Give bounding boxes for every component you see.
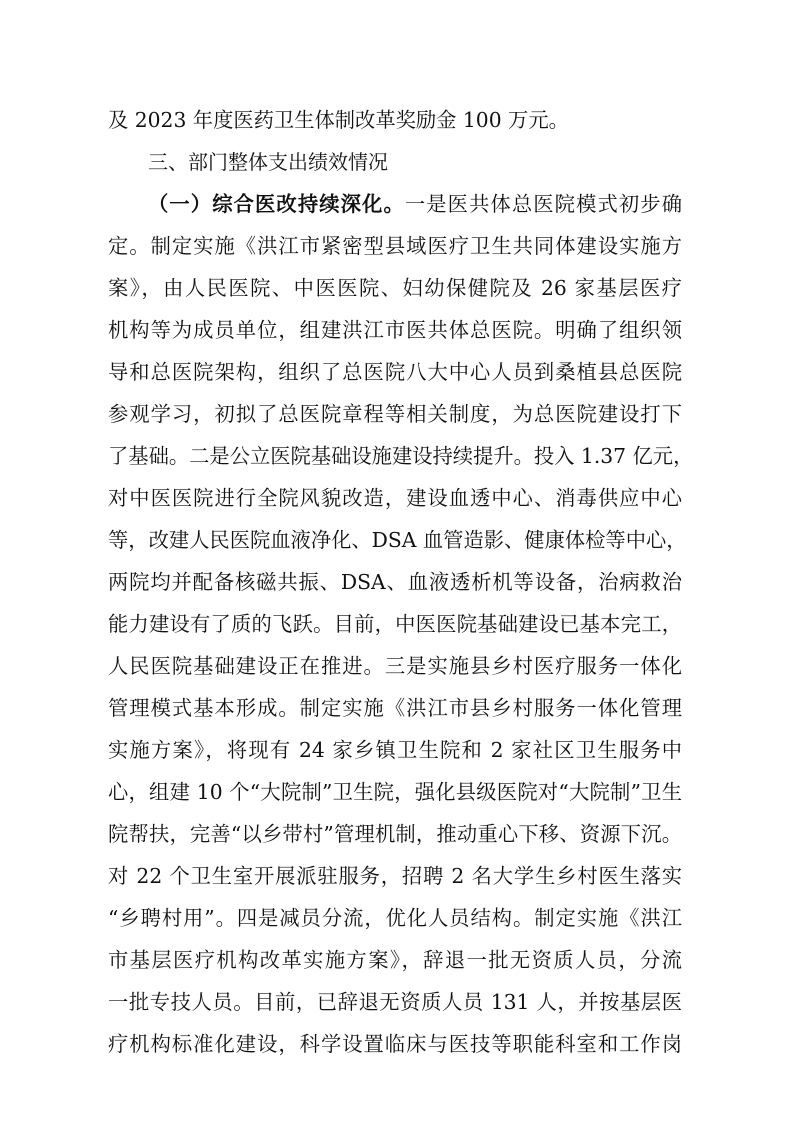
paragraph-line: 等，改建人民医院血液净化、DSA 血管造影、健康体检等中心， bbox=[108, 528, 687, 552]
section-heading: 三、部门整体支出绩效情况 bbox=[148, 150, 388, 174]
paragraph-line: 能力建设有了质的飞跃。目前，中医医院基础建设已基本完工， bbox=[108, 612, 682, 636]
paragraph-line: 了基础。二是公立医院基础设施建设持续提升。投入 1.37 亿元， bbox=[108, 444, 694, 468]
paragraph-text: 一是医共体总医院模式初步确 bbox=[404, 192, 682, 216]
subsection-heading: （一）综合医改持续深化。 bbox=[148, 192, 405, 216]
paragraph-line: 机构等为成员单位，组建洪江市医共体总医院。明确了组织领 bbox=[108, 318, 682, 342]
paragraph-line: 一批专技人员。目前，已辞退无资质人员 131 人，并按基层医 bbox=[108, 990, 682, 1014]
paragraph-line: 对 22 个卫生室开展派驻服务，招聘 2 名大学生乡村医生落实 bbox=[108, 864, 682, 888]
paragraph-line: “乡聘村用”。四是减员分流，优化人员结构。制定实施《洪江 bbox=[108, 906, 682, 930]
paragraph-line bbox=[148, 183, 682, 225]
paragraph-line: 实施方案》，将现有 24 家乡镇卫生院和 2 家社区卫生服务中 bbox=[108, 738, 682, 762]
paragraph-line: 管理模式基本形成。制定实施《洪江市县乡村服务一体化管理 bbox=[108, 696, 682, 720]
paragraph-line: 导和总医院架构，组织了总医院八大中心人员到桑植县总医院 bbox=[108, 360, 682, 384]
paragraph-line: 人民医院基础建设正在推进。三是实施县乡村医疗服务一体化 bbox=[108, 654, 682, 678]
paragraph-line: 案》，由人民医院、中医医院、妇幼保健院及 26 家基层医疗 bbox=[108, 276, 682, 300]
paragraph-line: 参观学习，初拟了总医院章程等相关制度，为总医院建设打下 bbox=[108, 402, 682, 426]
paragraph-line: 心，组建 10 个“大院制”卫生院，强化县级医院对“大院制”卫生 bbox=[108, 780, 682, 804]
paragraph-line: 对中医医院进行全院风貌改造，建设血透中心、消毒供应中心 bbox=[108, 486, 682, 510]
paragraph-line: 市基层医疗机构改革实施方案》，辞退一批无资质人员，分流 bbox=[108, 948, 682, 972]
paragraph-line: 两院均并配备核磁共振、DSA、血液透析机等设备，治病救治 bbox=[108, 570, 682, 594]
paragraph-line: 及 2023 年度医药卫生体制改革奖励金 100 万元。 bbox=[108, 108, 569, 132]
paragraph-line: 定。制定实施《洪江市紧密型县域医疗卫生共同体建设实施方 bbox=[108, 234, 682, 258]
paragraph-line: 疗机构标准化建设，科学设置临床与医技等职能科室和工作岗 bbox=[108, 1032, 682, 1056]
paragraph-line: 院帮扶，完善“以乡带村”管理机制，推动重心下移、资源下沉。 bbox=[108, 822, 682, 846]
